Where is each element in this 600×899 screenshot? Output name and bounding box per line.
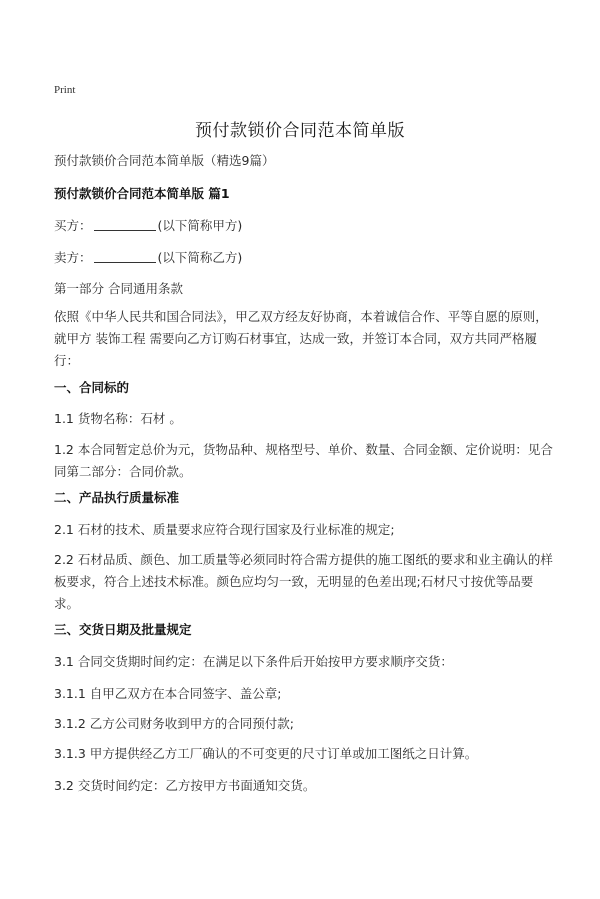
document-subtitle: 预付款锁价合同范本简单版（精选9篇） bbox=[54, 153, 275, 168]
buyer-suffix: (以下简称甲方) bbox=[157, 218, 243, 233]
item-1-1: 1.1 货物名称：石材 。 bbox=[54, 411, 182, 426]
item-3-1-3: 3.1.3 甲方提供经乙方工厂确认的不可变更的尺寸订单或加工图纸之日计算。 bbox=[54, 746, 478, 761]
seller-label: 卖方： bbox=[54, 250, 92, 265]
heading-quality-standard: 二、产品执行质量标准 bbox=[54, 490, 180, 505]
section-heading: 预付款锁价合同范本简单版 篇1 bbox=[54, 186, 230, 201]
seller-line bbox=[54, 247, 556, 269]
heading-delivery: 三、交货日期及批量规定 bbox=[54, 622, 192, 637]
item-2-1: 2.1 石材的技术、质量要求应符合现行国家及行业标准的规定; bbox=[54, 522, 395, 537]
print-label[interactable]: Print bbox=[54, 84, 76, 96]
item-3-1-1: 3.1.1 自甲乙双方在本合同签字、盖公章; bbox=[54, 686, 282, 701]
item-3-1: 3.1 合同交货期时间约定：在满足以下条件后开始按甲方要求顺序交货： bbox=[54, 654, 453, 669]
seller-blank bbox=[94, 249, 156, 263]
item-3-1-2: 3.1.2 乙方公司财务收到甲方的合同预付款; bbox=[54, 716, 294, 731]
buyer-label: 买方： bbox=[54, 218, 92, 233]
seller-suffix: (以下简称乙方) bbox=[157, 250, 243, 265]
item-1-2: 1.2 本合同暂定总价为元，货物品种、规格型号、单价、数量、合同金额、定价说明：见合同第二部分：合同价款。 bbox=[54, 442, 553, 479]
item-3-2: 3.2 交货时间约定：乙方按甲方书面通知交货。 bbox=[54, 778, 316, 793]
buyer-blank bbox=[94, 217, 156, 231]
heading-contract-subject: 一、合同标的 bbox=[54, 380, 130, 395]
item-2-2: 2.2 石材品质、颜色、加工质量等必须同时符合需方提供的施工图纸的要求和业主确认的样板要求，符合上述技术标准。颜色应均匀一致，无明显的色差出现;石材尺寸按优等品要求。 bbox=[54, 552, 553, 611]
intro-paragraph: 依照《中华人民共和国合同法》，甲乙双方经友好协商，本着诚信合作、平等自愿的原则，就甲方 装饰工程 需要向乙方订购石材事宜，达成一致，并签订本合同，双方共同严格履行： bbox=[54, 309, 548, 368]
buyer-line bbox=[54, 215, 556, 237]
part-one-heading: 第一部分 合同通用条款 bbox=[54, 281, 183, 296]
document-title: 预付款锁价合同范本简单版 bbox=[195, 121, 405, 141]
